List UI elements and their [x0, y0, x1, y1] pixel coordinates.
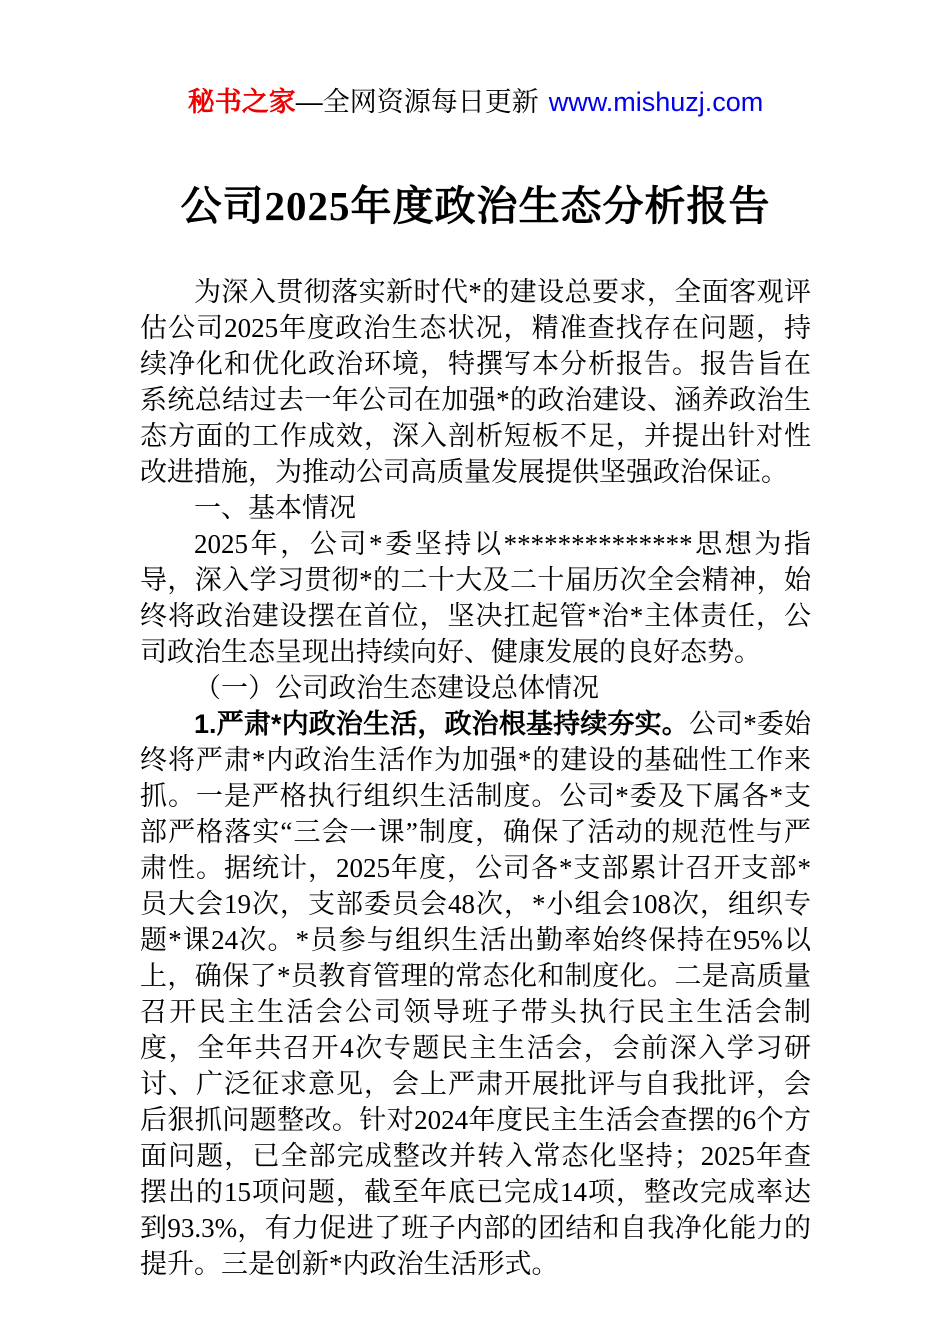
site-url-link[interactable]: www.mishuzj.com: [548, 87, 764, 117]
paragraph-section-1: 2025年，公司*委坚持以**************思想为指导，深入学习贯彻*的二十大及二十届历次全会精神，始终将政治建设摆在首位，坚决扛起管*治*主体责任，公司政治生态呈现出持续向好、健康发展的良好态势。: [140, 529, 811, 667]
paragraph-item-1: [140, 706, 811, 1282]
site-header-banner: [140, 86, 811, 118]
document-body: [140, 274, 811, 1282]
subsection-heading-1: （一）公司政治生态建设总体情况: [194, 673, 599, 703]
item-1-lead-bold: 1.严肃*内政治生活，政治根基持续夯实。: [194, 709, 689, 739]
document-title: 公司2025年度政治生态分析报告: [180, 183, 771, 229]
site-name: 秘书之家: [187, 87, 296, 117]
section-heading-1: 一、基本情况: [194, 493, 356, 523]
paragraph-intro: 为深入贯彻落实新时代*的建设总要求，全面客观评估公司2025年度政治生态状况，精准查找存在问题，持续净化和优化政治环境，特撰写本分析报告。报告旨在系统总结过去一年公司在加强*的政治建设、涵养政治生态方面的工作成效，深入剖析短板不足，并提出针对性改进措施，为推动公司高质量发展提供坚强政治保证。: [140, 277, 811, 487]
site-tagline: —全网资源每日更新: [295, 87, 539, 117]
item-1-body-text: 公司*委始终将严肃*内政治生活作为加强*的建设的基础性工作来抓。一是严格执行组织生活制度。公司*委及下属各*支部严格落实“三会一课”制度，确保了活动的规范性与严肃性。据统计，2025年度，公司各*支部累计召开支部*员大会19次，支部委员会48次，*小组会108次，组织专题*课24次。*员参与组织生活出勤率始终保持在95%以上，确保了*员教育管理的常态化和制度化。二是高质量召开民主生活会公司领导班子带头执行民主生活会制度，全年共召开4次专题民主生活会，会前深入学习研讨、广泛征求意见，会上严肃开展批评与自我批评，会后狠抓问题整改。针对2024年度民主生活会查摆的6个方面问题，已全部完成整改并转入常态化坚持；2025年查摆出的15项问题，截至年底已完成14项，整改完成率达到93.3%，有力促进了班子内部的团结和自我净化能力的提升。三是创新*内政治生活形式。: [140, 709, 811, 1279]
